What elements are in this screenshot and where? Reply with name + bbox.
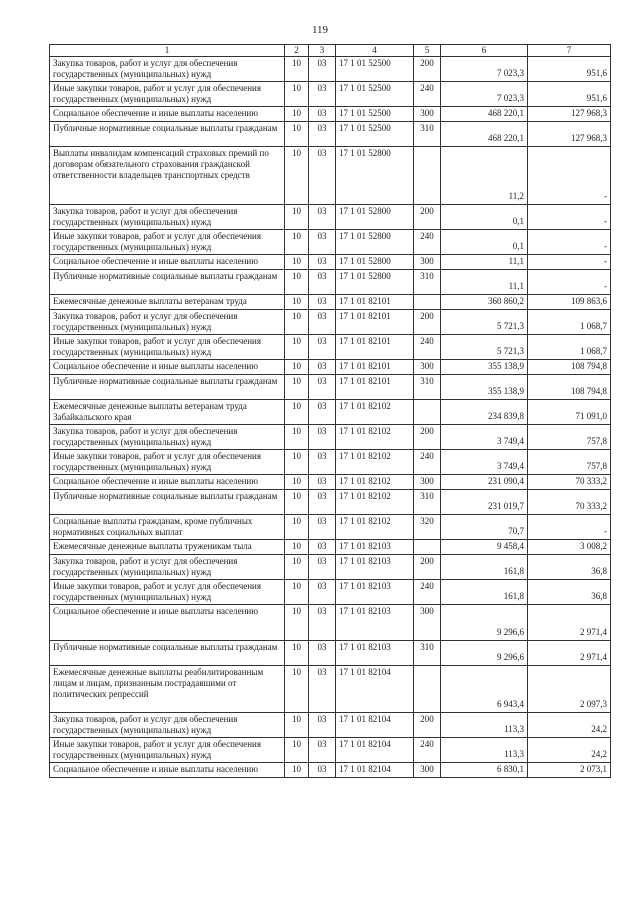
- row-amount-actual: -: [528, 270, 611, 295]
- row-section: 10: [285, 515, 309, 540]
- table-row: [50, 555, 611, 580]
- row-section: 10: [285, 450, 309, 475]
- row-expense-type: [414, 400, 441, 425]
- table-row: [50, 641, 611, 666]
- table-row: [50, 205, 611, 230]
- row-amount-actual: 24,2: [528, 713, 611, 738]
- row-expense-type: 200: [414, 425, 441, 450]
- table-row: [50, 295, 611, 310]
- row-amount-plan: 3 749,4: [441, 450, 528, 475]
- row-target-code: 17 1 01 52800: [336, 147, 414, 205]
- row-section: 10: [285, 763, 309, 778]
- row-amount-plan: 11,1: [441, 270, 528, 295]
- row-amount-actual: 2 971,4: [528, 641, 611, 666]
- row-amount-actual: 127 968,3: [528, 107, 611, 122]
- row-name: Ежемесячные денежные выплаты ветеранам труда: [50, 295, 285, 310]
- table-row: [50, 666, 611, 713]
- row-subsection: 03: [309, 515, 336, 540]
- row-section: 10: [285, 205, 309, 230]
- row-section: 10: [285, 147, 309, 205]
- row-target-code: 17 1 01 82101: [336, 375, 414, 400]
- row-expense-type: 300: [414, 107, 441, 122]
- row-amount-plan: 7 023,3: [441, 82, 528, 107]
- row-name: Выплаты инвалидам компенсаций страховых премий по договорам обязательного страхования гражданской ответственности владельцев транспортных средств: [50, 147, 285, 205]
- row-section: 10: [285, 713, 309, 738]
- row-amount-actual: 951,6: [528, 82, 611, 107]
- row-subsection: 03: [309, 270, 336, 295]
- row-section: 10: [285, 255, 309, 270]
- column-header: 3: [309, 45, 336, 57]
- row-target-code: 17 1 01 52500: [336, 107, 414, 122]
- row-name: Закупка товаров, работ и услуг для обеспечения государственных (муниципальных) нужд: [50, 310, 285, 335]
- row-section: 10: [285, 425, 309, 450]
- row-amount-actual: 1 068,7: [528, 335, 611, 360]
- row-name: Социальное обеспечение и иные выплаты населению: [50, 360, 285, 375]
- row-name: Иные закупки товаров, работ и услуг для обеспечения государственных (муниципальных) нужд: [50, 738, 285, 763]
- row-amount-plan: 0,1: [441, 230, 528, 255]
- row-amount-plan: 6 943,4: [441, 666, 528, 713]
- row-amount-plan: 70,7: [441, 515, 528, 540]
- row-section: 10: [285, 605, 309, 641]
- row-amount-actual: 757,8: [528, 450, 611, 475]
- row-subsection: 03: [309, 490, 336, 515]
- row-section: 10: [285, 666, 309, 713]
- row-section: 10: [285, 641, 309, 666]
- row-amount-plan: 231 019,7: [441, 490, 528, 515]
- row-target-code: 17 1 01 82104: [336, 713, 414, 738]
- row-name: Закупка товаров, работ и услуг для обеспечения государственных (муниципальных) нужд: [50, 205, 285, 230]
- row-subsection: 03: [309, 450, 336, 475]
- row-expense-type: 240: [414, 82, 441, 107]
- row-amount-actual: 24,2: [528, 738, 611, 763]
- row-subsection: 03: [309, 122, 336, 147]
- row-section: 10: [285, 738, 309, 763]
- row-expense-type: 300: [414, 475, 441, 490]
- row-target-code: 17 1 01 82101: [336, 295, 414, 310]
- row-amount-actual: 1 068,7: [528, 310, 611, 335]
- row-expense-type: 240: [414, 335, 441, 360]
- row-section: 10: [285, 107, 309, 122]
- row-expense-type: 240: [414, 450, 441, 475]
- row-section: 10: [285, 360, 309, 375]
- row-section: 10: [285, 555, 309, 580]
- row-name: Публичные нормативные социальные выплаты гражданам: [50, 641, 285, 666]
- row-expense-type: [414, 295, 441, 310]
- row-section: 10: [285, 335, 309, 360]
- table-row: [50, 605, 611, 641]
- budget-table: [49, 44, 611, 778]
- row-name: Иные закупки товаров, работ и услуг для обеспечения государственных (муниципальных) нужд: [50, 230, 285, 255]
- row-target-code: 17 1 01 82103: [336, 555, 414, 580]
- row-expense-type: 200: [414, 310, 441, 335]
- row-amount-plan: 9 296,6: [441, 605, 528, 641]
- row-amount-actual: 2 073,1: [528, 763, 611, 778]
- table-row: [50, 310, 611, 335]
- row-subsection: 03: [309, 400, 336, 425]
- row-section: 10: [285, 490, 309, 515]
- table-row: [50, 475, 611, 490]
- row-subsection: 03: [309, 555, 336, 580]
- row-section: 10: [285, 270, 309, 295]
- row-expense-type: [414, 666, 441, 713]
- row-amount-plan: 113,3: [441, 738, 528, 763]
- row-subsection: 03: [309, 641, 336, 666]
- row-expense-type: 300: [414, 360, 441, 375]
- row-amount-actual: 70 333,2: [528, 490, 611, 515]
- row-name: Публичные нормативные социальные выплаты гражданам: [50, 270, 285, 295]
- row-amount-plan: 6 830,1: [441, 763, 528, 778]
- table-row: [50, 360, 611, 375]
- column-header: 5: [414, 45, 441, 57]
- row-section: 10: [285, 82, 309, 107]
- row-target-code: 17 1 01 52500: [336, 82, 414, 107]
- row-amount-actual: -: [528, 147, 611, 205]
- row-amount-plan: 360 860,2: [441, 295, 528, 310]
- row-amount-actual: 71 091,0: [528, 400, 611, 425]
- row-target-code: 17 1 01 52800: [336, 230, 414, 255]
- row-expense-type: 240: [414, 738, 441, 763]
- row-amount-plan: 5 721,3: [441, 310, 528, 335]
- row-expense-type: [414, 540, 441, 555]
- table-row: [50, 400, 611, 425]
- row-name: Социальное обеспечение и иные выплаты населению: [50, 763, 285, 778]
- row-subsection: 03: [309, 147, 336, 205]
- row-amount-actual: 951,6: [528, 57, 611, 82]
- row-target-code: 17 1 01 82103: [336, 641, 414, 666]
- row-amount-plan: 468 220,1: [441, 107, 528, 122]
- row-amount-plan: 9 458,4: [441, 540, 528, 555]
- row-section: 10: [285, 580, 309, 605]
- row-amount-actual: -: [528, 255, 611, 270]
- row-target-code: 17 1 01 82104: [336, 738, 414, 763]
- row-name: Социальное обеспечение и иные выплаты населению: [50, 255, 285, 270]
- table-row: [50, 270, 611, 295]
- row-expense-type: 240: [414, 580, 441, 605]
- table-row: [50, 375, 611, 400]
- row-section: 10: [285, 375, 309, 400]
- column-header: 7: [528, 45, 611, 57]
- row-subsection: 03: [309, 310, 336, 335]
- row-amount-actual: 36,8: [528, 555, 611, 580]
- row-amount-actual: -: [528, 205, 611, 230]
- row-subsection: 03: [309, 738, 336, 763]
- row-target-code: 17 1 01 82104: [336, 666, 414, 713]
- row-subsection: 03: [309, 230, 336, 255]
- row-amount-plan: 234 839,8: [441, 400, 528, 425]
- table-row: [50, 515, 611, 540]
- table-row: [50, 425, 611, 450]
- table-row: [50, 335, 611, 360]
- row-expense-type: 200: [414, 205, 441, 230]
- table-row: [50, 230, 611, 255]
- row-amount-actual: -: [528, 515, 611, 540]
- table-row: [50, 82, 611, 107]
- row-subsection: 03: [309, 57, 336, 82]
- row-subsection: 03: [309, 666, 336, 713]
- row-section: 10: [285, 310, 309, 335]
- row-amount-actual: 127 968,3: [528, 122, 611, 147]
- table-row: [50, 540, 611, 555]
- row-name: Публичные нормативные социальные выплаты гражданам: [50, 375, 285, 400]
- row-section: 10: [285, 122, 309, 147]
- row-subsection: 03: [309, 82, 336, 107]
- table-row: [50, 738, 611, 763]
- row-amount-plan: 355 138,9: [441, 375, 528, 400]
- row-target-code: 17 1 01 52800: [336, 255, 414, 270]
- row-expense-type: 240: [414, 230, 441, 255]
- row-expense-type: 310: [414, 641, 441, 666]
- row-target-code: 17 1 01 82101: [336, 310, 414, 335]
- row-expense-type: 310: [414, 490, 441, 515]
- table-row: [50, 763, 611, 778]
- row-name: Иные закупки товаров, работ и услуг для обеспечения государственных (муниципальных) нужд: [50, 580, 285, 605]
- row-section: 10: [285, 295, 309, 310]
- row-amount-actual: 36,8: [528, 580, 611, 605]
- row-target-code: 17 1 01 52800: [336, 205, 414, 230]
- row-section: 10: [285, 57, 309, 82]
- row-name: Закупка товаров, работ и услуг для обеспечения государственных (муниципальных) нужд: [50, 555, 285, 580]
- column-header: 1: [50, 45, 285, 57]
- row-amount-plan: 9 296,6: [441, 641, 528, 666]
- row-amount-actual: 3 008,2: [528, 540, 611, 555]
- row-amount-plan: 468 220,1: [441, 122, 528, 147]
- row-subsection: 03: [309, 335, 336, 360]
- row-section: 10: [285, 230, 309, 255]
- row-target-code: 17 1 01 82101: [336, 335, 414, 360]
- row-name: Ежемесячные денежные выплаты труженикам тыла: [50, 540, 285, 555]
- row-subsection: 03: [309, 475, 336, 490]
- row-name: Социальное обеспечение и иные выплаты населению: [50, 107, 285, 122]
- row-subsection: 03: [309, 425, 336, 450]
- row-amount-plan: 5 721,3: [441, 335, 528, 360]
- row-name: Социальное обеспечение и иные выплаты населению: [50, 605, 285, 641]
- row-expense-type: 300: [414, 255, 441, 270]
- row-name: Иные закупки товаров, работ и услуг для обеспечения государственных (муниципальных) нужд: [50, 335, 285, 360]
- row-amount-plan: 355 138,9: [441, 360, 528, 375]
- row-target-code: 17 1 01 82103: [336, 540, 414, 555]
- row-expense-type: 320: [414, 515, 441, 540]
- row-amount-plan: 11,1: [441, 255, 528, 270]
- row-section: 10: [285, 540, 309, 555]
- table-body: [50, 45, 611, 778]
- row-expense-type: 310: [414, 270, 441, 295]
- table-row: [50, 122, 611, 147]
- row-name: Иные закупки товаров, работ и услуг для обеспечения государственных (муниципальных) нужд: [50, 82, 285, 107]
- row-expense-type: 200: [414, 57, 441, 82]
- row-amount-actual: 2 097,3: [528, 666, 611, 713]
- row-target-code: 17 1 01 52500: [336, 57, 414, 82]
- row-amount-plan: 0,1: [441, 205, 528, 230]
- row-amount-plan: 113,3: [441, 713, 528, 738]
- row-target-code: 17 1 01 82101: [336, 360, 414, 375]
- table-row: [50, 147, 611, 205]
- row-expense-type: 310: [414, 375, 441, 400]
- row-expense-type: 310: [414, 122, 441, 147]
- row-target-code: 17 1 01 82103: [336, 580, 414, 605]
- table-row: [50, 580, 611, 605]
- row-target-code: 17 1 01 82102: [336, 425, 414, 450]
- row-amount-plan: 161,8: [441, 555, 528, 580]
- row-section: 10: [285, 400, 309, 425]
- row-amount-plan: 231 090,4: [441, 475, 528, 490]
- row-subsection: 03: [309, 255, 336, 270]
- row-expense-type: [414, 147, 441, 205]
- table-row: [50, 490, 611, 515]
- row-subsection: 03: [309, 205, 336, 230]
- row-target-code: 17 1 01 82102: [336, 400, 414, 425]
- row-expense-type: 300: [414, 605, 441, 641]
- column-header-row: [50, 45, 611, 57]
- row-target-code: 17 1 01 82103: [336, 605, 414, 641]
- row-target-code: 17 1 01 82102: [336, 515, 414, 540]
- row-name: Ежемесячные денежные выплаты реабилитированным лицам и лицам, признанным пострадавшими от политических репрессий: [50, 666, 285, 713]
- column-header: 2: [285, 45, 309, 57]
- table-row: [50, 57, 611, 82]
- row-target-code: 17 1 01 52800: [336, 270, 414, 295]
- row-target-code: 17 1 01 82102: [336, 475, 414, 490]
- row-subsection: 03: [309, 375, 336, 400]
- table-row: [50, 450, 611, 475]
- page-number: 119: [311, 24, 329, 36]
- row-amount-actual: -: [528, 230, 611, 255]
- row-amount-plan: 11,2: [441, 147, 528, 205]
- row-amount-actual: 108 794,8: [528, 375, 611, 400]
- row-subsection: 03: [309, 360, 336, 375]
- row-expense-type: 200: [414, 555, 441, 580]
- row-subsection: 03: [309, 763, 336, 778]
- row-subsection: 03: [309, 295, 336, 310]
- row-target-code: 17 1 01 52500: [336, 122, 414, 147]
- row-amount-plan: 161,8: [441, 580, 528, 605]
- table-row: [50, 107, 611, 122]
- row-name: Закупка товаров, работ и услуг для обеспечения государственных (муниципальных) нужд: [50, 713, 285, 738]
- row-name: Публичные нормативные социальные выплаты гражданам: [50, 490, 285, 515]
- row-name: Социальное обеспечение и иные выплаты населению: [50, 475, 285, 490]
- row-target-code: 17 1 01 82102: [336, 490, 414, 515]
- row-subsection: 03: [309, 540, 336, 555]
- row-name: Закупка товаров, работ и услуг для обеспечения государственных (муниципальных) нужд: [50, 57, 285, 82]
- row-section: 10: [285, 475, 309, 490]
- row-amount-actual: 2 971,4: [528, 605, 611, 641]
- row-amount-actual: 109 863,6: [528, 295, 611, 310]
- row-amount-actual: 757,8: [528, 425, 611, 450]
- row-amount-plan: 3 749,4: [441, 425, 528, 450]
- row-amount-actual: 108 794,8: [528, 360, 611, 375]
- row-name: Публичные нормативные социальные выплаты гражданам: [50, 122, 285, 147]
- row-subsection: 03: [309, 107, 336, 122]
- row-name: Закупка товаров, работ и услуг для обеспечения государственных (муниципальных) нужд: [50, 425, 285, 450]
- table-row: [50, 255, 611, 270]
- row-name: Ежемесячные денежные выплаты ветеранам труда Забайкальского края: [50, 400, 285, 425]
- row-subsection: 03: [309, 713, 336, 738]
- row-amount-actual: 70 333,2: [528, 475, 611, 490]
- row-expense-type: 300: [414, 763, 441, 778]
- column-header: 6: [441, 45, 528, 57]
- row-name: Социальные выплаты гражданам, кроме публичных нормативных социальных выплат: [50, 515, 285, 540]
- table-row: [50, 713, 611, 738]
- row-name: Иные закупки товаров, работ и услуг для обеспечения государственных (муниципальных) нужд: [50, 450, 285, 475]
- column-header: 4: [336, 45, 414, 57]
- row-target-code: 17 1 01 82104: [336, 763, 414, 778]
- row-target-code: 17 1 01 82102: [336, 450, 414, 475]
- row-subsection: 03: [309, 580, 336, 605]
- row-subsection: 03: [309, 605, 336, 641]
- row-expense-type: 200: [414, 713, 441, 738]
- row-amount-plan: 7 023,3: [441, 57, 528, 82]
